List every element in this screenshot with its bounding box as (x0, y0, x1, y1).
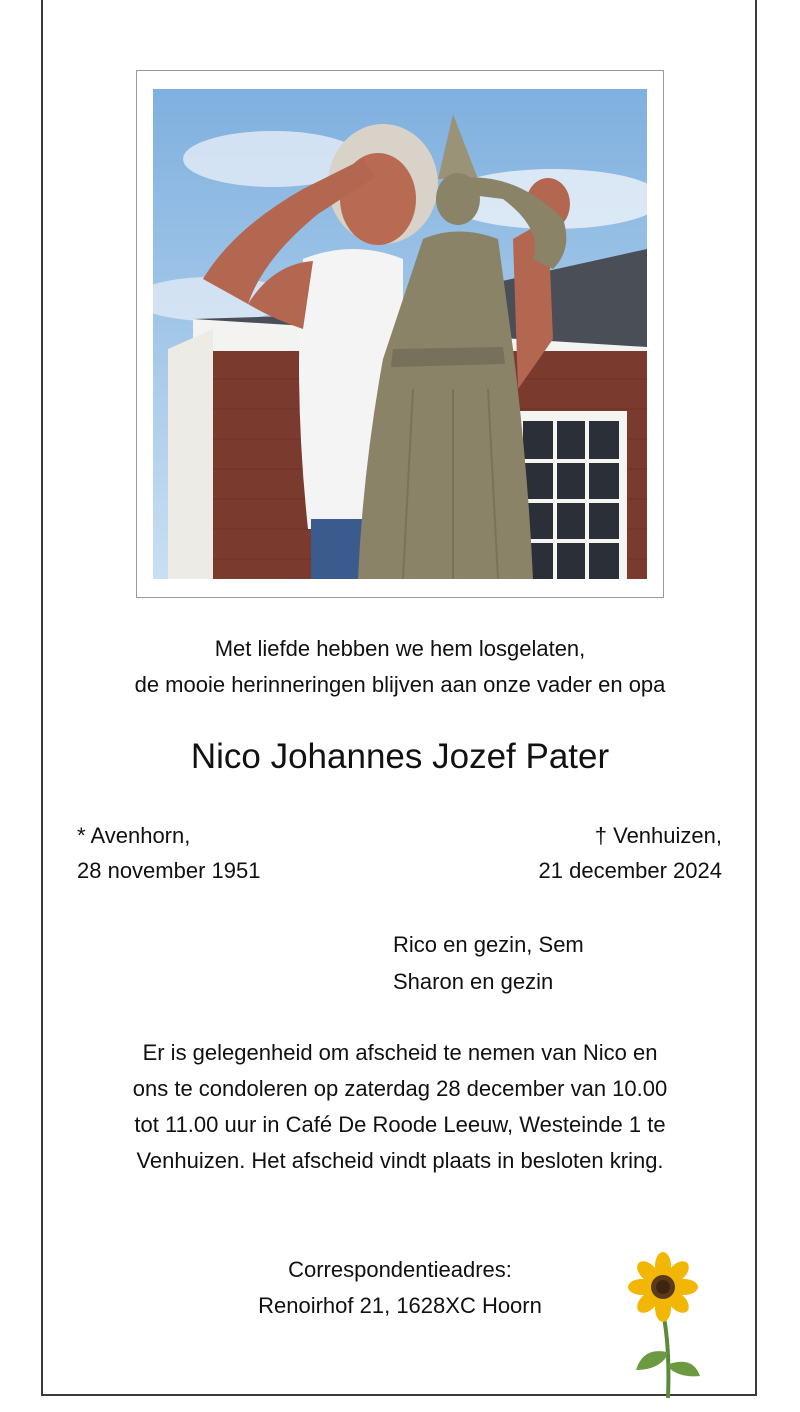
sunflower-icon (618, 1252, 708, 1400)
birth-info (77, 818, 260, 888)
death-place: † Venhuizen, (594, 823, 722, 848)
death-info (539, 818, 722, 888)
verse-line-2: de mooie herinneringen blijven aan onze vader en opa (134, 672, 666, 697)
farewell-notice (0, 1035, 800, 1179)
notice-line: tot 11.00 uur in Café De Roode Leeuw, Westeinde 1 te (134, 1112, 666, 1137)
birth-place: * Avenhorn, (77, 823, 191, 848)
notice-line: Er is gelegenheid om afscheid te nemen van Nico en (142, 1040, 658, 1065)
death-date: 21 december 2024 (538, 858, 722, 883)
family-member: Rico en gezin, Sem (393, 932, 584, 957)
notice-line: ons te condoleren op zaterdag 28 december van 10.00 (132, 1076, 668, 1101)
verse-line-1: Met liefde hebben we hem losgelaten, (214, 636, 586, 661)
family-list (393, 926, 584, 1000)
family-member: Sharon en gezin (393, 969, 554, 994)
verse (0, 631, 800, 703)
portrait-frame (136, 70, 664, 598)
deceased-name: Nico Johannes Jozef Pater (190, 737, 610, 776)
correspondence-value: Renoirhof 21, 1628XC Hoorn (258, 1293, 542, 1318)
notice-line: Venhuizen. Het afscheid vindt plaats in besloten kring. (136, 1148, 664, 1173)
birth-date: 28 november 1951 (77, 858, 261, 883)
portrait-photo (153, 89, 647, 579)
correspondence-label: Correspondentieadres: (288, 1257, 512, 1282)
